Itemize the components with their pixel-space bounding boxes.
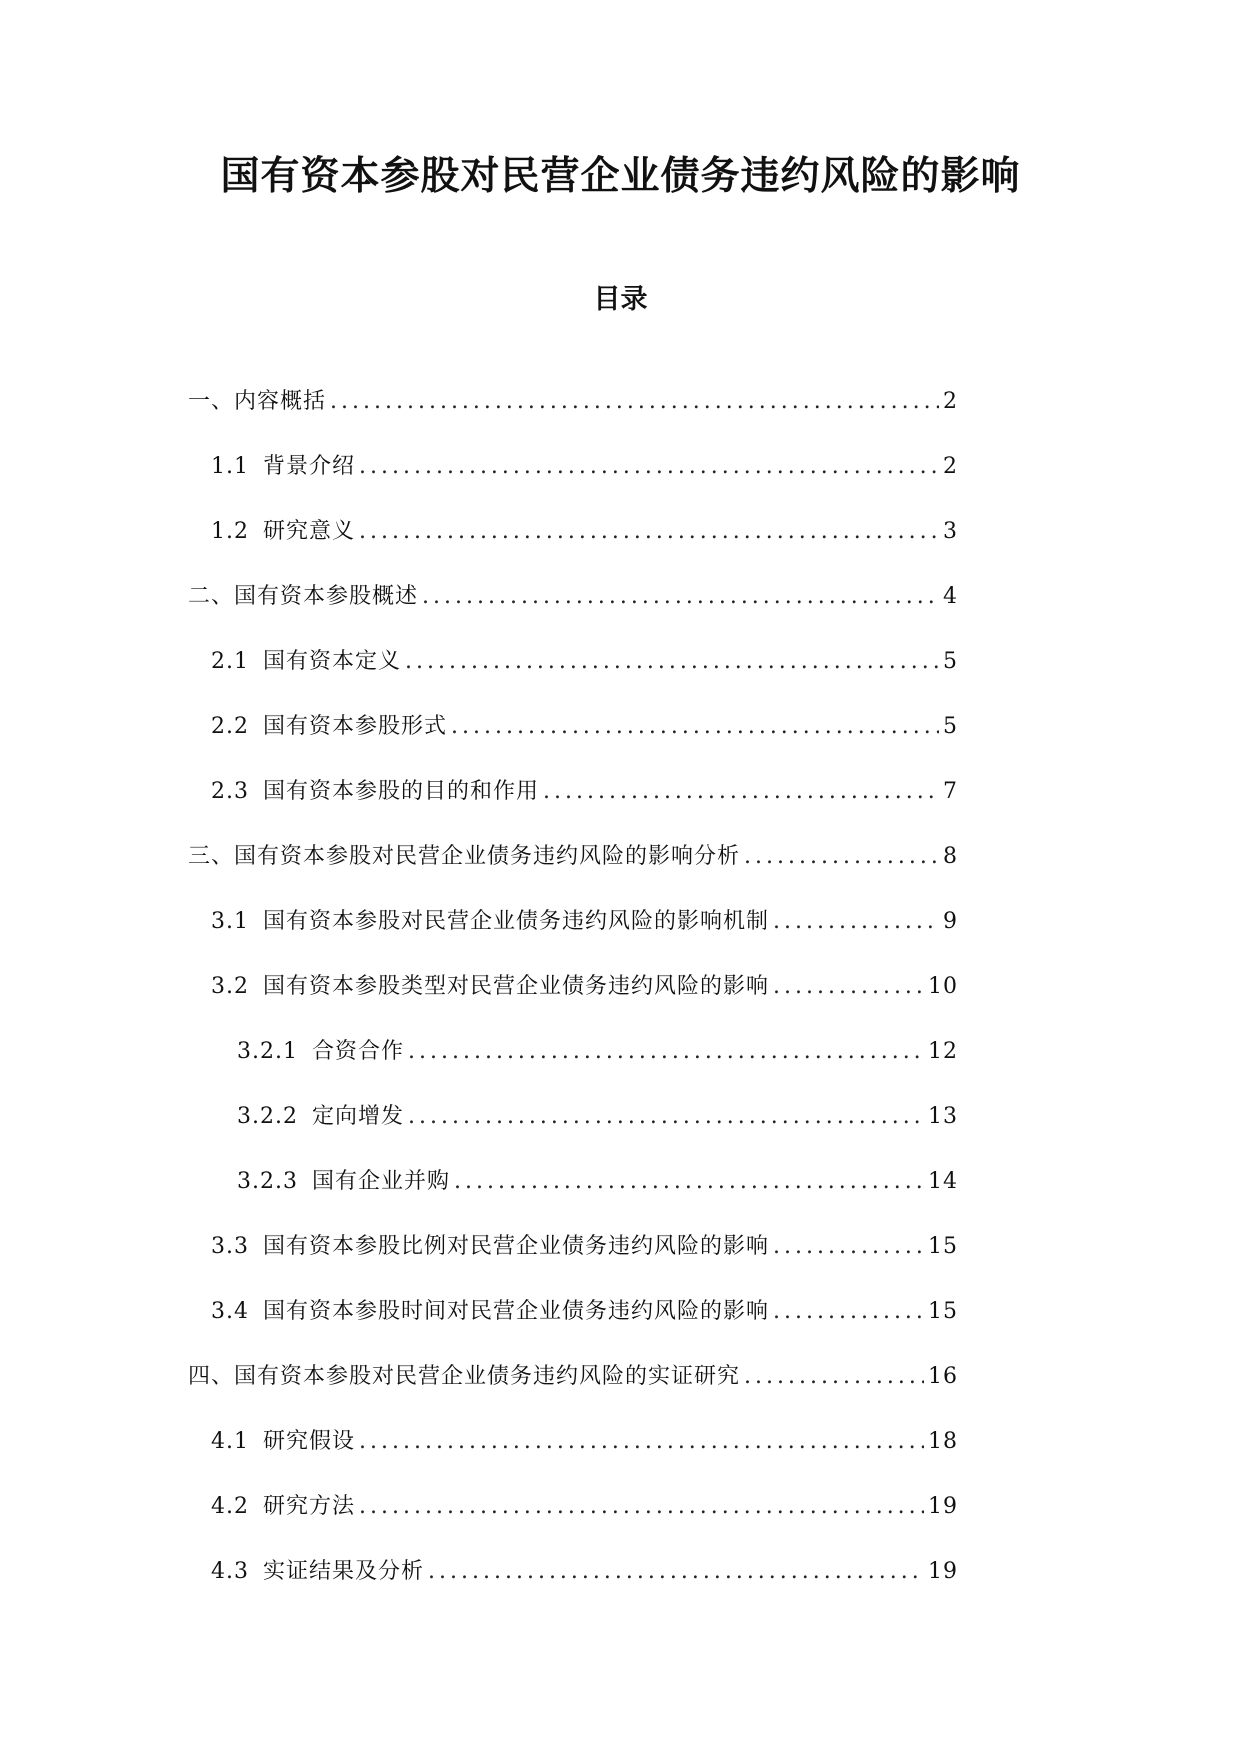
toc-leader-dots xyxy=(451,710,939,744)
toc-leader-dots xyxy=(773,1230,924,1264)
toc-entry-title: 四、国有资本参股对民营企业债务违约风险的实证研究 xyxy=(188,1364,741,1389)
toc-entry-title: 国有资本参股时间对民营企业债务违约风险的影响 xyxy=(263,1299,770,1324)
toc-leader-dots xyxy=(359,450,939,484)
toc-entry[interactable] xyxy=(188,1425,958,1490)
toc-leader-dots xyxy=(408,1100,924,1134)
toc-entry-page-number: 15 xyxy=(928,1299,958,1324)
toc-entry-number: 2.1 xyxy=(211,649,249,674)
toc-entry-number: 3.2 xyxy=(211,974,249,999)
toc-entry-title: 二、国有资本参股概述 xyxy=(188,584,419,609)
toc-leader-dots xyxy=(744,1360,924,1394)
toc-entry[interactable] xyxy=(188,1165,958,1230)
toc-entry-title: 三、国有资本参股对民营企业债务违约风险的影响分析 xyxy=(188,844,741,869)
toc-entry-page-number: 19 xyxy=(928,1494,958,1519)
toc-entry-number: 3.1 xyxy=(211,909,249,934)
toc-entry-number: 4.2 xyxy=(211,1494,249,1519)
toc-entry-number: 3.2.2 xyxy=(237,1104,298,1129)
toc-entry-title: 国有企业并购 xyxy=(311,1169,450,1194)
toc-entry[interactable] xyxy=(188,1035,958,1100)
toc-entry-title: 定向增发 xyxy=(311,1104,404,1129)
toc-entry[interactable] xyxy=(188,1230,958,1295)
toc-entry-title: 合资合作 xyxy=(311,1039,404,1064)
toc-entry-number: 3.4 xyxy=(211,1299,249,1324)
toc-entry-page-number: 14 xyxy=(928,1169,958,1194)
toc-leader-dots xyxy=(359,1490,924,1524)
toc-entry-page-number: 5 xyxy=(943,649,958,674)
toc-entry[interactable] xyxy=(188,905,958,970)
toc-entry-page-number: 8 xyxy=(943,844,958,869)
toc-entry-number: 3.2.1 xyxy=(237,1039,298,1064)
toc-leader-dots xyxy=(359,1425,924,1459)
toc-leader-dots xyxy=(543,775,939,809)
toc-entry-title: 研究方法 xyxy=(263,1494,356,1519)
toc-entry-number: 1.2 xyxy=(211,519,249,544)
toc-entry[interactable] xyxy=(188,1360,958,1425)
toc-entry-title: 国有资本参股类型对民营企业债务违约风险的影响 xyxy=(263,974,770,999)
toc-entry-number: 1.1 xyxy=(211,454,249,479)
toc-entry-page-number: 16 xyxy=(928,1364,958,1389)
toc-entry-title: 实证结果及分析 xyxy=(263,1559,425,1584)
toc-entry-title: 背景介绍 xyxy=(263,454,356,479)
toc-leader-dots xyxy=(408,1035,924,1069)
toc-leader-dots xyxy=(359,515,939,549)
toc-leader-dots xyxy=(405,645,939,679)
toc-entry[interactable] xyxy=(188,385,958,450)
toc-entry[interactable] xyxy=(188,580,958,645)
toc-entry-title: 国有资本参股的目的和作用 xyxy=(263,779,540,804)
toc-entry-page-number: 12 xyxy=(928,1039,958,1064)
toc-entry-number: 3.2.3 xyxy=(237,1169,298,1194)
toc-entry-number: 2.2 xyxy=(211,714,249,739)
toc-entry-title: 国有资本参股对民营企业债务违约风险的影响机制 xyxy=(263,909,770,934)
toc-entry-title: 研究意义 xyxy=(263,519,356,544)
toc-entry-page-number: 18 xyxy=(928,1429,958,1454)
toc-entry-page-number: 13 xyxy=(928,1104,958,1129)
toc-entry-page-number: 7 xyxy=(943,779,958,804)
toc-entry-title: 国有资本定义 xyxy=(263,649,402,674)
toc-entry[interactable] xyxy=(188,450,958,515)
toc-entry-number: 2.3 xyxy=(211,779,249,804)
toc-leader-dots xyxy=(422,580,939,614)
toc-entry[interactable] xyxy=(188,515,958,580)
toc-entry-page-number: 15 xyxy=(928,1234,958,1259)
toc-entry-page-number: 4 xyxy=(943,584,958,609)
toc-entry-page-number: 10 xyxy=(928,974,958,999)
toc-entry[interactable] xyxy=(188,840,958,905)
toc-entry-page-number: 3 xyxy=(943,519,958,544)
toc-leader-dots xyxy=(744,840,939,874)
toc-entry-title: 国有资本参股比例对民营企业债务违约风险的影响 xyxy=(263,1234,770,1259)
table-of-contents xyxy=(188,385,958,1620)
toc-entry-page-number: 19 xyxy=(928,1559,958,1584)
toc-heading: 目录 xyxy=(593,284,648,315)
toc-leader-dots xyxy=(330,385,939,419)
toc-entry[interactable] xyxy=(188,710,958,775)
toc-entry-number: 3.3 xyxy=(211,1234,249,1259)
toc-entry-page-number: 2 xyxy=(943,389,958,414)
toc-entry-title: 研究假设 xyxy=(263,1429,356,1454)
toc-entry[interactable] xyxy=(188,1100,958,1165)
toc-entry[interactable] xyxy=(188,1295,958,1360)
toc-entry-page-number: 2 xyxy=(943,454,958,479)
toc-entry-number: 4.1 xyxy=(211,1429,249,1454)
document-title: 国有资本参股对民营企业债务违约风险的影响 xyxy=(220,153,1021,199)
toc-entry[interactable] xyxy=(188,970,958,1035)
toc-entry[interactable] xyxy=(188,1490,958,1555)
toc-leader-dots xyxy=(773,970,924,1004)
toc-entry-page-number: 5 xyxy=(943,714,958,739)
toc-entry-title: 一、内容概括 xyxy=(188,389,327,414)
toc-entry[interactable] xyxy=(188,645,958,710)
toc-entry-page-number: 9 xyxy=(943,909,958,934)
toc-leader-dots xyxy=(428,1555,924,1589)
toc-entry[interactable] xyxy=(188,775,958,840)
toc-leader-dots xyxy=(773,905,939,939)
toc-entry[interactable] xyxy=(188,1555,958,1620)
toc-leader-dots xyxy=(773,1295,924,1329)
toc-leader-dots xyxy=(454,1165,924,1199)
toc-entry-number: 4.3 xyxy=(211,1559,249,1584)
toc-entry-title: 国有资本参股形式 xyxy=(263,714,448,739)
